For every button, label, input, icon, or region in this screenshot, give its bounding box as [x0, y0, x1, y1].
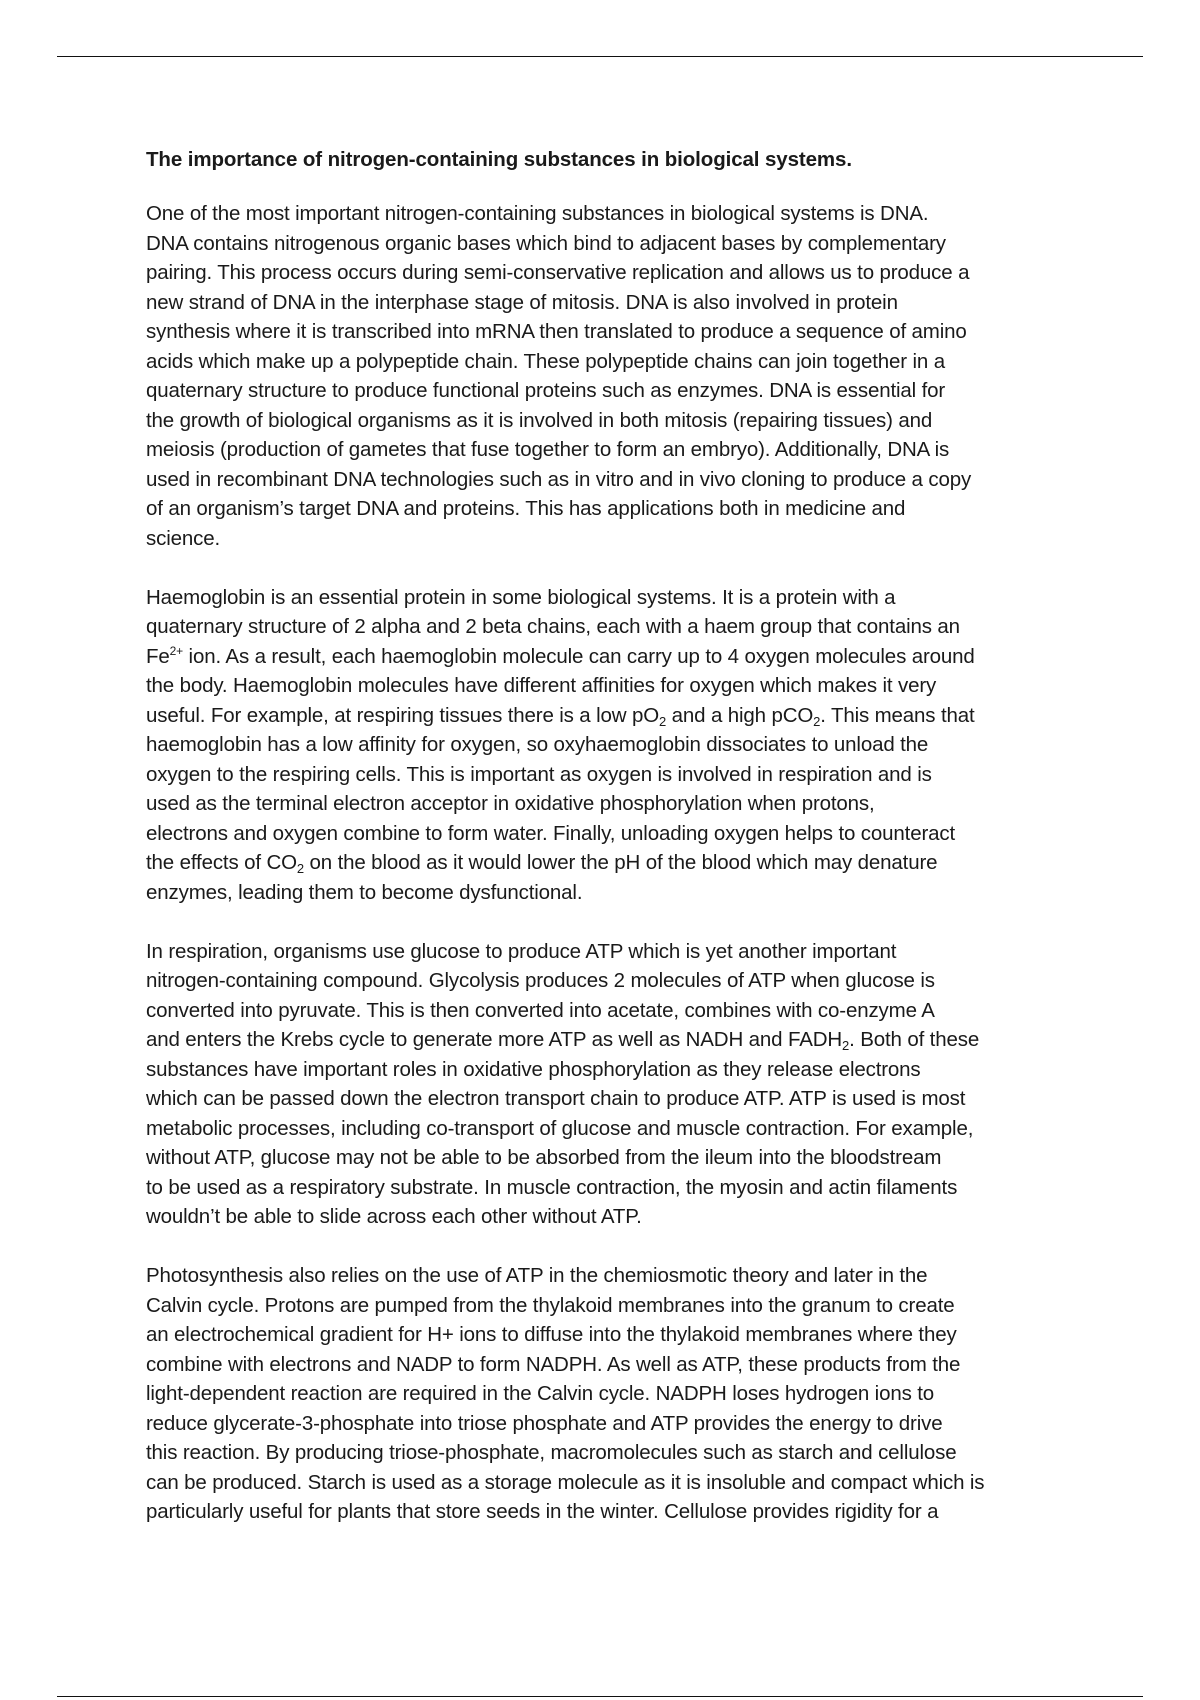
text-line: electrons and oxygen combine to form water. Finally, unloading oxygen helps to counteract	[146, 821, 956, 845]
top-divider	[57, 56, 1143, 57]
text-line	[146, 848, 1066, 878]
paragraph	[146, 1261, 1066, 1527]
text-line	[146, 701, 1066, 731]
inline-text: on the blood as it would lower the pH of the blood which may denature	[304, 851, 938, 874]
text-line: DNA contains nitrogenous organic bases which bind to adjacent bases by complementary	[146, 231, 946, 255]
text-line: substances have important roles in oxidative phosphorylation as they release electrons	[146, 1057, 921, 1081]
inline-text: and a high pCO	[666, 703, 814, 727]
text-line: One of the most important nitrogen-containing substances in biological systems is DNA.	[146, 202, 929, 225]
inline-text: and enters the Krebs cycle to generate more ATP as well as NADH and FADH	[146, 1028, 843, 1051]
inline-text: . Both of these	[849, 1028, 980, 1051]
subscript-text: 2	[842, 1038, 850, 1053]
text-line: nitrogen-containing compound. Glycolysis produces 2 molecules of ATP when glucose is	[146, 969, 935, 992]
text-line	[146, 642, 1066, 672]
document-title: The importance of nitrogen-containing substances in biological systems.	[146, 148, 852, 171]
paragraph	[146, 199, 1066, 553]
text-line: metabolic processes, including co-transport of glucose and muscle contraction. For example,	[146, 1116, 974, 1140]
text-line: quaternary structure of 2 alpha and 2 beta chains, each with a haem group that contains an	[146, 615, 960, 638]
text-line: reduce glycerate-3-phosphate into triose phosphate and ATP provides the energy to drive	[146, 1411, 943, 1435]
text-line: pairing. This process occurs during semi-conservative replication and allows us to produce a	[146, 261, 970, 284]
text-line: In respiration, organisms use glucose to produce ATP which is yet another important	[146, 939, 897, 963]
text-line: light-dependent reaction are required in the Calvin cycle. NADPH loses hydrogen ions to	[146, 1382, 935, 1405]
text-line: the growth of biological organisms as it is involved in both mitosis (repairing tissues) and	[146, 408, 933, 432]
text-line: new strand of DNA in the interphase stage of mitosis. DNA is also involved in protein	[146, 290, 898, 314]
text-line: Calvin cycle. Protons are pumped from the thylakoid membranes into the granum to create	[146, 1293, 955, 1317]
superscript-text: 2+	[169, 643, 184, 658]
inline-text: the effects of CO	[146, 851, 297, 874]
paragraphs-container	[146, 199, 1066, 1527]
text-line: this reaction. By producing triose-phosphate, macromolecules such as starch and cellulose	[146, 1441, 957, 1464]
text-line: oxygen to the respiring cells. This is important as oxygen is involved in respiration and is	[146, 762, 932, 786]
text-line: haemoglobin has a low affinity for oxygen, so oxyhaemoglobin dissociates to unload the	[146, 733, 929, 756]
text-line: Haemoglobin is an essential protein in some biological systems. It is a protein with a	[146, 585, 896, 609]
text-line: Photosynthesis also relies on the use of ATP in the chemiosmotic theory and later in the	[146, 1264, 928, 1287]
text-line: used in recombinant DNA technologies such as in vitro and in vivo cloning to produce a copy	[146, 467, 972, 491]
text-line: without ATP, glucose may not be able to be absorbed from the ileum into the bloodstream	[146, 1146, 942, 1169]
paragraph	[146, 937, 1066, 1232]
text-line: synthesis where it is transcribed into mRNA then translated to produce a sequence of amino	[146, 320, 967, 343]
text-line: converted into pyruvate. This is then converted into acetate, combines with co-enzyme A	[146, 998, 935, 1022]
text-line: combine with electrons and NADP to form NADPH. As well as ATP, these products from the	[146, 1352, 961, 1376]
text-line: meiosis (production of gametes that fuse together to form an embryo). Additionally, DNA is	[146, 438, 950, 461]
text-line: of an organism’s target DNA and proteins. This has applications both in medicine and	[146, 497, 906, 520]
text-line: an electrochemical gradient for H+ ions to diffuse into the thylakoid membranes where they	[146, 1323, 957, 1346]
text-line: quaternary structure to produce functional proteins such as enzymes. DNA is essential for	[146, 379, 946, 402]
subscript-text: 2	[296, 861, 304, 876]
subscript-text: 2	[659, 713, 667, 729]
text-line: used as the terminal electron acceptor in oxidative phosphorylation when protons,	[146, 792, 875, 815]
text-line: particularly useful for plants that store seeds in the winter. Cellulose provides rigidity for a	[146, 1500, 939, 1523]
text-line	[146, 1025, 1066, 1055]
text-line: enzymes, leading them to become dysfunctional.	[146, 880, 583, 904]
inline-text: useful. For example, at respiring tissues there is a low pO	[146, 703, 659, 727]
text-line: wouldn’t be able to slide across each other without ATP.	[146, 1205, 642, 1228]
subscript-text: 2	[813, 713, 821, 729]
inline-text: ion. As a result, each haemoglobin molecule can carry up to 4 oxygen molecules around	[183, 644, 975, 668]
bottom-divider	[57, 1696, 1143, 1697]
text-line: the body. Haemoglobin molecules have different affinities for oxygen which makes it very	[146, 674, 937, 697]
text-line: acids which make up a polypeptide chain. These polypeptide chains can join together in a	[146, 349, 945, 373]
inline-text: Fe	[146, 644, 170, 668]
text-line: science.	[146, 526, 221, 550]
text-line: which can be passed down the electron transport chain to produce ATP. ATP is used is most	[146, 1087, 966, 1110]
inline-text: . This means that	[820, 703, 975, 727]
text-line: can be produced. Starch is used as a storage molecule as it is insoluble and compact which is	[146, 1470, 985, 1494]
paragraph	[146, 583, 1066, 908]
text-line: to be used as a respiratory substrate. In muscle contraction, the myosin and actin filaments	[146, 1175, 958, 1199]
document-body	[146, 145, 1066, 1556]
